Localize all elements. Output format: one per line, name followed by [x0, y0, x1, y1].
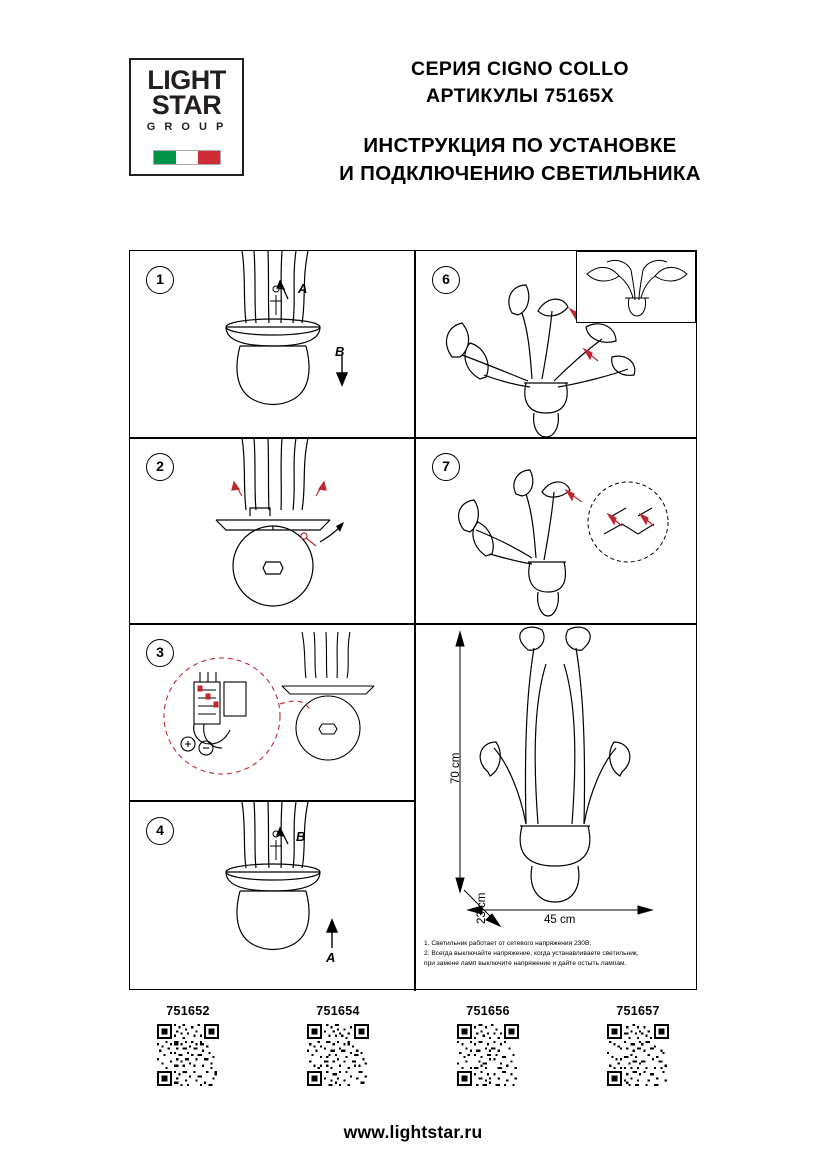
instruction-grid — [129, 250, 697, 990]
step-number-4: 4 — [146, 817, 174, 845]
article-title: АРТИКУЛЫ 75165X — [426, 84, 614, 107]
product-code: 751652 — [166, 1004, 210, 1018]
series-title: СЕРИЯ CIGNO COLLO — [411, 58, 629, 80]
step-number-1: 1 — [146, 266, 174, 294]
step-cell-3 — [130, 624, 414, 800]
step-cell-6 — [416, 251, 696, 437]
step-number-6: 6 — [432, 266, 460, 294]
note-line-2: 2. Всегда выключайте напряжение, когда устанавливаете светильник, — [424, 950, 639, 958]
step-1-label-a: A — [298, 281, 308, 296]
qr-code-icon[interactable] — [157, 1024, 219, 1086]
step-cell-2 — [130, 438, 414, 623]
instruction-title-line-2: И ПОДКЛЮЧЕНИЮ СВЕТИЛЬНИКА — [339, 162, 701, 186]
qr-code-icon[interactable] — [457, 1024, 519, 1086]
product-item — [579, 1004, 697, 1096]
dimension-width: 45 cm — [544, 914, 576, 926]
step-number-2: 2 — [146, 453, 174, 481]
step-number-7: 7 — [432, 453, 460, 481]
product-item — [279, 1004, 397, 1096]
logo-line-1: LIGHT — [147, 65, 226, 95]
safety-notes — [424, 939, 686, 970]
page-header — [0, 48, 826, 188]
product-code: 751657 — [616, 1004, 660, 1018]
product-code-row — [129, 1004, 697, 1096]
step-1-label-b: B — [335, 344, 345, 359]
qr-code-icon[interactable] — [307, 1024, 369, 1086]
step-cell-1 — [130, 251, 414, 437]
step-cell-7 — [416, 438, 696, 623]
product-code: 751656 — [466, 1004, 510, 1018]
header-text-block — [250, 56, 790, 188]
logo-group-text: G R O U P — [146, 120, 227, 133]
note-line-3: при замене ламп выключите напряжение и дайте остыть лампам. — [424, 960, 627, 968]
product-item — [129, 1004, 247, 1096]
italian-flag-icon — [153, 150, 221, 165]
step-4-label-a: A — [326, 950, 336, 965]
step-cell-4 — [130, 802, 414, 991]
dimensions-panel — [416, 624, 696, 990]
logo-line-2: STAR — [151, 90, 222, 121]
step-number-3: 3 — [146, 639, 174, 667]
step-6-inset — [576, 251, 696, 323]
note-line-1: 1. Светильник работает от сетевого напряжения 230В. — [424, 940, 592, 947]
product-item — [429, 1004, 547, 1096]
dimension-depth: 23 cm — [476, 892, 488, 924]
qr-code-icon[interactable] — [607, 1024, 669, 1086]
product-code: 751654 — [316, 1004, 360, 1018]
brand-logo — [129, 58, 244, 176]
dimension-height: 70 cm — [450, 752, 462, 784]
step-4-label-b: B — [296, 829, 306, 844]
dimensions-diagram — [416, 624, 696, 990]
instruction-title-line-1: ИНСТРУКЦИЯ ПО УСТАНОВКЕ — [363, 133, 677, 157]
footer-website[interactable]: www.lightstar.ru — [343, 1122, 483, 1142]
